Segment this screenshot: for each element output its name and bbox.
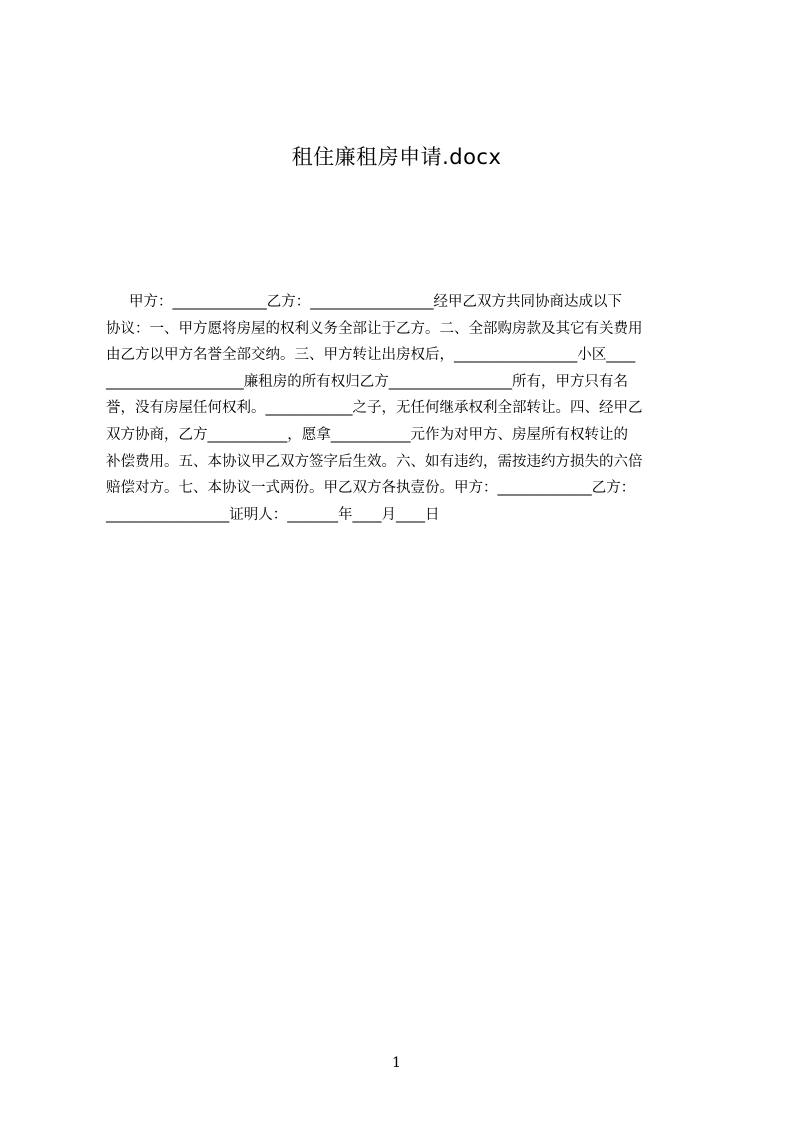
body-line: ___________________廉租房的所有权归乙方_________________所有，甲方只有名 [106, 373, 628, 390]
body-line: 甲方：_____________乙方：_________________经甲乙双方共同协商达成以下 [106, 294, 623, 310]
body-line: 双方协商，乙方___________，愿拿___________元作为对甲方、房屋所有权转让的 [106, 426, 628, 443]
page-number: 1 [392, 1055, 401, 1071]
body-line: 协议：一、甲方愿将房屋的权利义务全部让于乙方。二、全部购房款及其它有关费用 [106, 320, 643, 337]
document-title: 租住廉租房申请.docx [291, 145, 502, 169]
body-line: 誉，没有房屋任何权利。____________之子，无任何继承权利全部转让。四、经甲乙 [106, 400, 643, 417]
body-line: 由乙方以甲方名誉全部交纳。三、甲方转让出房权后，_________________小区____ [106, 347, 636, 364]
agreement-body [106, 289, 700, 528]
body-line: 补偿费用。五、本协议甲乙双方签字后生效。六、如有违约，需按违约方损失的六倍 [106, 453, 643, 470]
body-line: _________________证明人：_______年____月____日 [106, 506, 440, 523]
body-line: 赔偿对方。七、本协议一式两份。甲乙双方各执壹份。甲方：_____________乙方： [106, 480, 636, 497]
